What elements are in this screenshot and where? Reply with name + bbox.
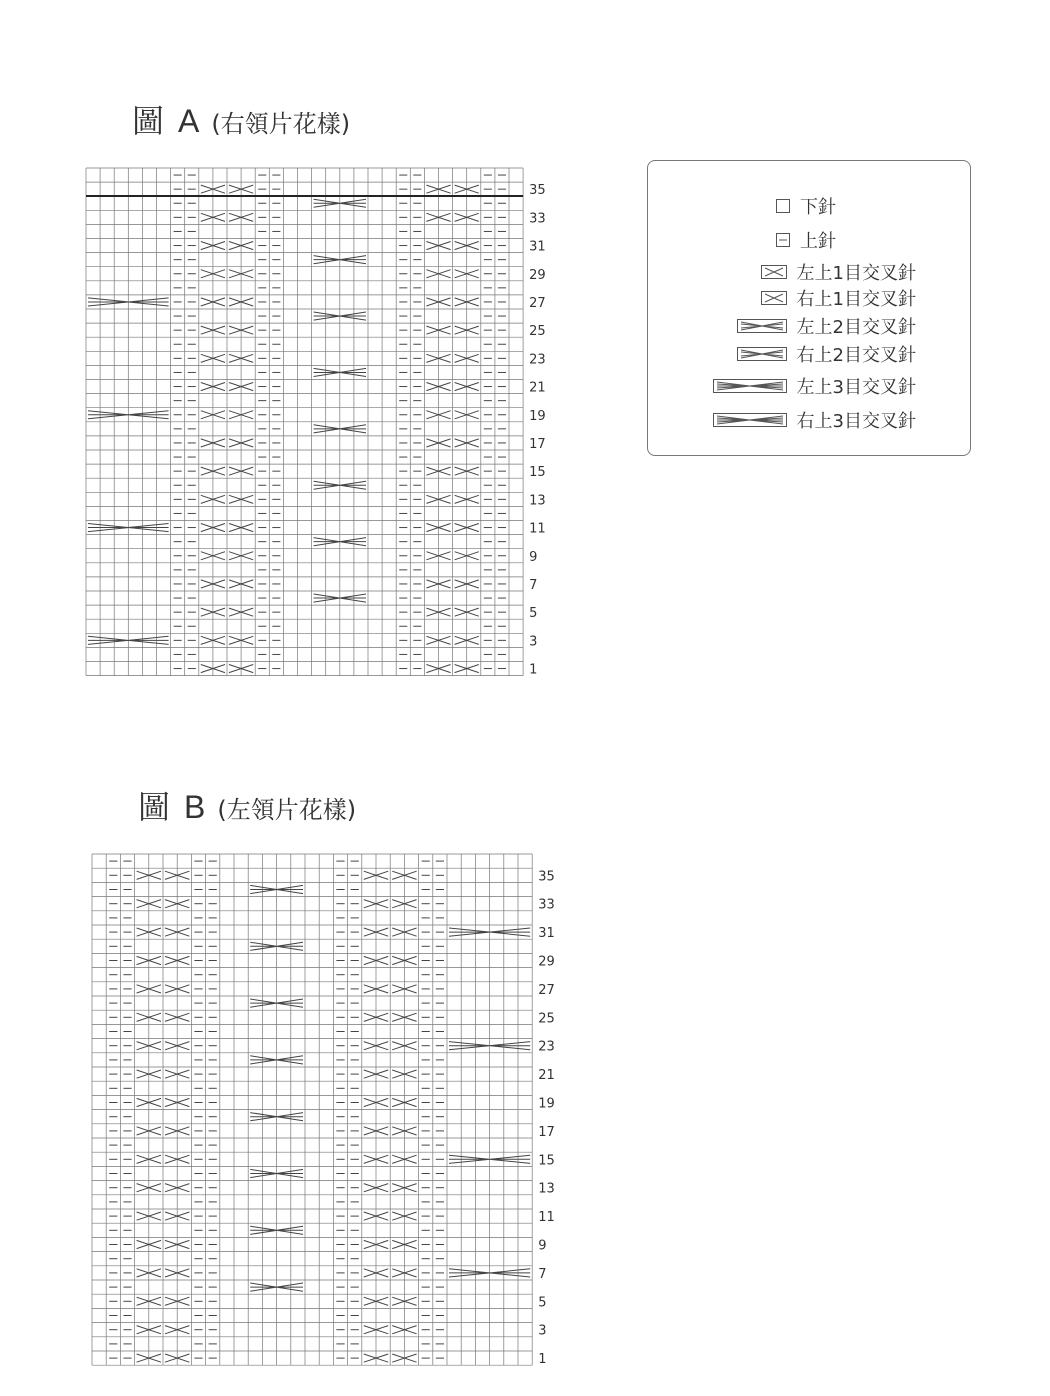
row-number: 27	[538, 982, 555, 998]
chart-b-label: 圖	[138, 788, 171, 826]
chart-a-subtitle: (右領片花樣)	[211, 110, 351, 138]
chart-b-subtitle: (左領片花樣)	[217, 796, 357, 824]
purl-symbol-icon	[776, 233, 790, 247]
row-number: 11	[529, 521, 546, 537]
row-number: 21	[529, 380, 546, 396]
legend-label-cross1-left: 左上1目交叉針	[796, 263, 916, 284]
row-number: 31	[538, 926, 555, 942]
cross2-left-symbol-icon	[737, 319, 787, 333]
legend-label-purl: 上針	[800, 231, 836, 252]
row-number: 7	[529, 577, 538, 593]
legend-label-cross1-right: 右上1目交叉針	[796, 289, 916, 310]
row-number: 17	[529, 436, 546, 452]
knit-symbol-icon	[776, 199, 790, 213]
row-number: 13	[529, 493, 546, 509]
legend-box	[647, 160, 971, 456]
row-number: 35	[538, 869, 555, 885]
row-number: 29	[538, 954, 555, 970]
row-number: 7	[538, 1266, 547, 1282]
legend-item-cross1-left	[761, 259, 916, 285]
row-number: 3	[538, 1323, 547, 1339]
row-number: 21	[538, 1068, 555, 1084]
legend-item-purl	[776, 227, 916, 253]
row-number: 29	[529, 267, 546, 283]
row-number: 15	[538, 1153, 555, 1169]
legend-label-cross3-right: 右上3目交叉針	[796, 411, 916, 432]
row-number: 9	[538, 1238, 547, 1254]
legend-label-knit: 下針	[800, 197, 836, 218]
grid-lines	[92, 854, 532, 1365]
row-number: 9	[529, 549, 538, 565]
row-number: 27	[529, 295, 546, 311]
row-number: 33	[529, 211, 546, 227]
legend-item-cross2-left	[737, 313, 916, 339]
legend-item-cross1-right	[761, 285, 916, 311]
stitch-symbols	[109, 861, 530, 1362]
legend-item-knit	[776, 193, 916, 219]
row-number: 23	[529, 352, 546, 368]
row-number: 31	[529, 239, 546, 255]
cross3-left-symbol-icon	[713, 379, 787, 393]
legend-item-cross3-right	[713, 407, 916, 433]
cross1-right-symbol-icon	[761, 291, 787, 305]
row-number: 19	[529, 408, 546, 424]
row-number: 1	[529, 662, 538, 678]
row-number: 25	[529, 324, 546, 340]
chart-a-letter: A	[178, 103, 200, 139]
row-number: 17	[538, 1124, 555, 1140]
legend-item-cross3-left	[713, 373, 916, 399]
legend-item-cross2-right	[737, 341, 916, 367]
legend-label-cross2-right: 右上2目交叉針	[796, 345, 916, 366]
row-number: 1	[538, 1352, 547, 1368]
row-number: 13	[538, 1181, 555, 1197]
row-number: 25	[538, 1011, 555, 1027]
row-number: 11	[538, 1210, 555, 1226]
cross2-right-symbol-icon	[737, 347, 787, 361]
legend-label-cross2-left: 左上2目交叉針	[796, 317, 916, 338]
row-number: 3	[529, 634, 538, 650]
row-number: 35	[529, 183, 546, 199]
row-number: 33	[538, 897, 555, 913]
row-number: 19	[538, 1096, 555, 1112]
cross3-right-symbol-icon	[713, 413, 787, 427]
chart-b-letter: B	[184, 789, 206, 825]
chart-a-label: 圖	[132, 102, 165, 140]
cross1-left-symbol-icon	[761, 265, 787, 279]
row-number: 5	[538, 1295, 547, 1311]
row-number: 15	[529, 465, 546, 481]
legend-label-cross3-left: 左上3目交叉針	[796, 377, 916, 398]
row-number: 5	[529, 606, 538, 622]
row-numbers	[538, 869, 555, 1367]
row-number: 23	[538, 1039, 555, 1055]
